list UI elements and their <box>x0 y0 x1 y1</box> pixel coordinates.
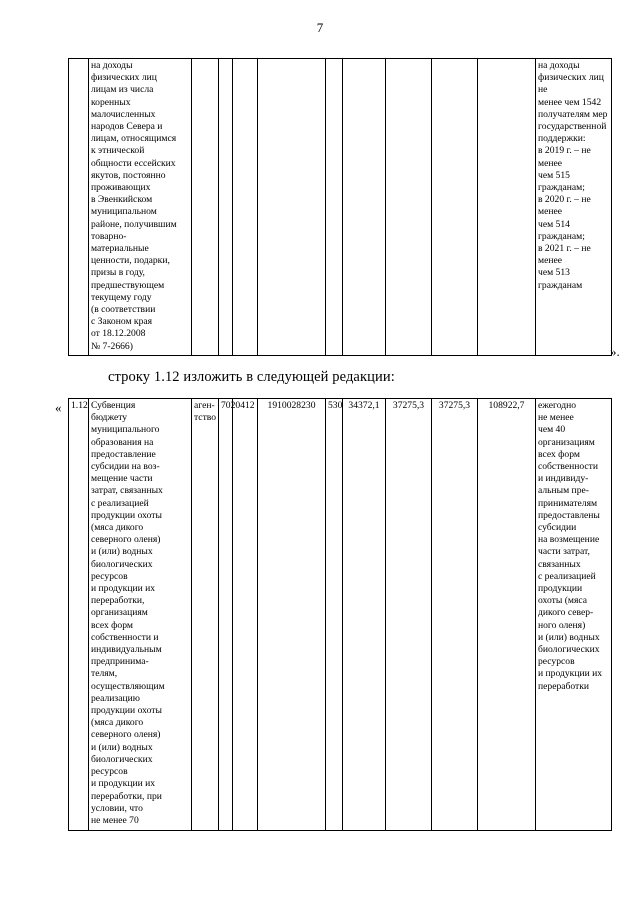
result-cell <box>536 59 612 356</box>
grbs-cell <box>219 59 233 356</box>
row-1-12-table <box>68 398 612 831</box>
page-number: 7 <box>316 20 324 35</box>
year-2021-cell: 37275,3 <box>432 399 478 831</box>
vr-cell: 530 <box>326 399 343 831</box>
total-cell <box>478 59 536 356</box>
rzpr-cell: 0412 <box>233 399 258 831</box>
year-2019-cell <box>343 59 386 356</box>
csr-cell: 1910028230 <box>258 399 326 831</box>
result-cell <box>536 399 612 831</box>
closing-quote: ». <box>610 344 620 359</box>
grbs-cell: 702 <box>219 399 233 831</box>
year-2020-cell: 37275,3 <box>386 399 432 831</box>
opening-quote: « <box>55 400 62 415</box>
rzpr-cell <box>233 59 258 356</box>
total-cell: 108922,7 <box>478 399 536 831</box>
table-row <box>69 59 612 356</box>
result-text: на доходы физических лиц не менее чем 1542 получателям мер государственной поддержки: в 2019 г. – не менее чем 515 гражданам; в 2020 г. – не менее чем 514 гражданам; в 2021 г. – не менее чем 513 гражданам <box>538 60 608 291</box>
instruction-text: строку 1.12 изложить в следующей редакции: <box>108 369 395 385</box>
executor-text: аген- тство <box>194 400 217 424</box>
continued-table <box>68 58 612 356</box>
year-2021-cell <box>432 59 478 356</box>
description-text: Субвенция бюджету муниципального образования на предоставление субсидии на воз- мещение части затрат, связанных с реализацией продукции охоты (мяса дикого северного оленя) и (или) водных биологических ресурсов и продукции их переработки, организациям всех форм собственности и индивидуальным предпринима- телям, осуществляющим реализацию продукции охоты (мяса дикого северного оленя) и (или) водных биологических ресурсов и продукции их переработки, при условии, что не менее 70 <box>91 400 165 826</box>
year-2020-cell <box>386 59 432 356</box>
csr-cell <box>258 59 326 356</box>
table-row <box>69 399 612 831</box>
description-cell <box>89 59 192 356</box>
description-cell <box>89 399 192 831</box>
executor-cell <box>192 59 219 356</box>
row-number-cell <box>69 59 89 356</box>
description-text: на доходы физических лиц лицам из числа коренных малочисленных народов Севера и лицам, относящимся к этнической общности ессейских якутов, постоянно проживающих в Эвенкийском муниципальном районе, получившим товарно- материальные ценности, подарки, призы в году, предшествующем текущему году (в соответствии с Законом края от 18.12.2008 № 7-2666) <box>91 60 177 352</box>
vr-cell <box>326 59 343 356</box>
executor-cell <box>192 399 219 831</box>
result-text: ежегодно не менее чем 40 организациям всех форм собственности и индивиду- альным пре- принимателям предоставлены субсидии на возмещение части затрат, связанных с реализацией продукции охоты (мяса дикого север- ного оленя) и (или) водных биологических ресурсов и продукции их переработки <box>538 400 603 692</box>
row-number-cell: 1.12 <box>69 399 89 831</box>
year-2019-cell: 34372,1 <box>343 399 386 831</box>
